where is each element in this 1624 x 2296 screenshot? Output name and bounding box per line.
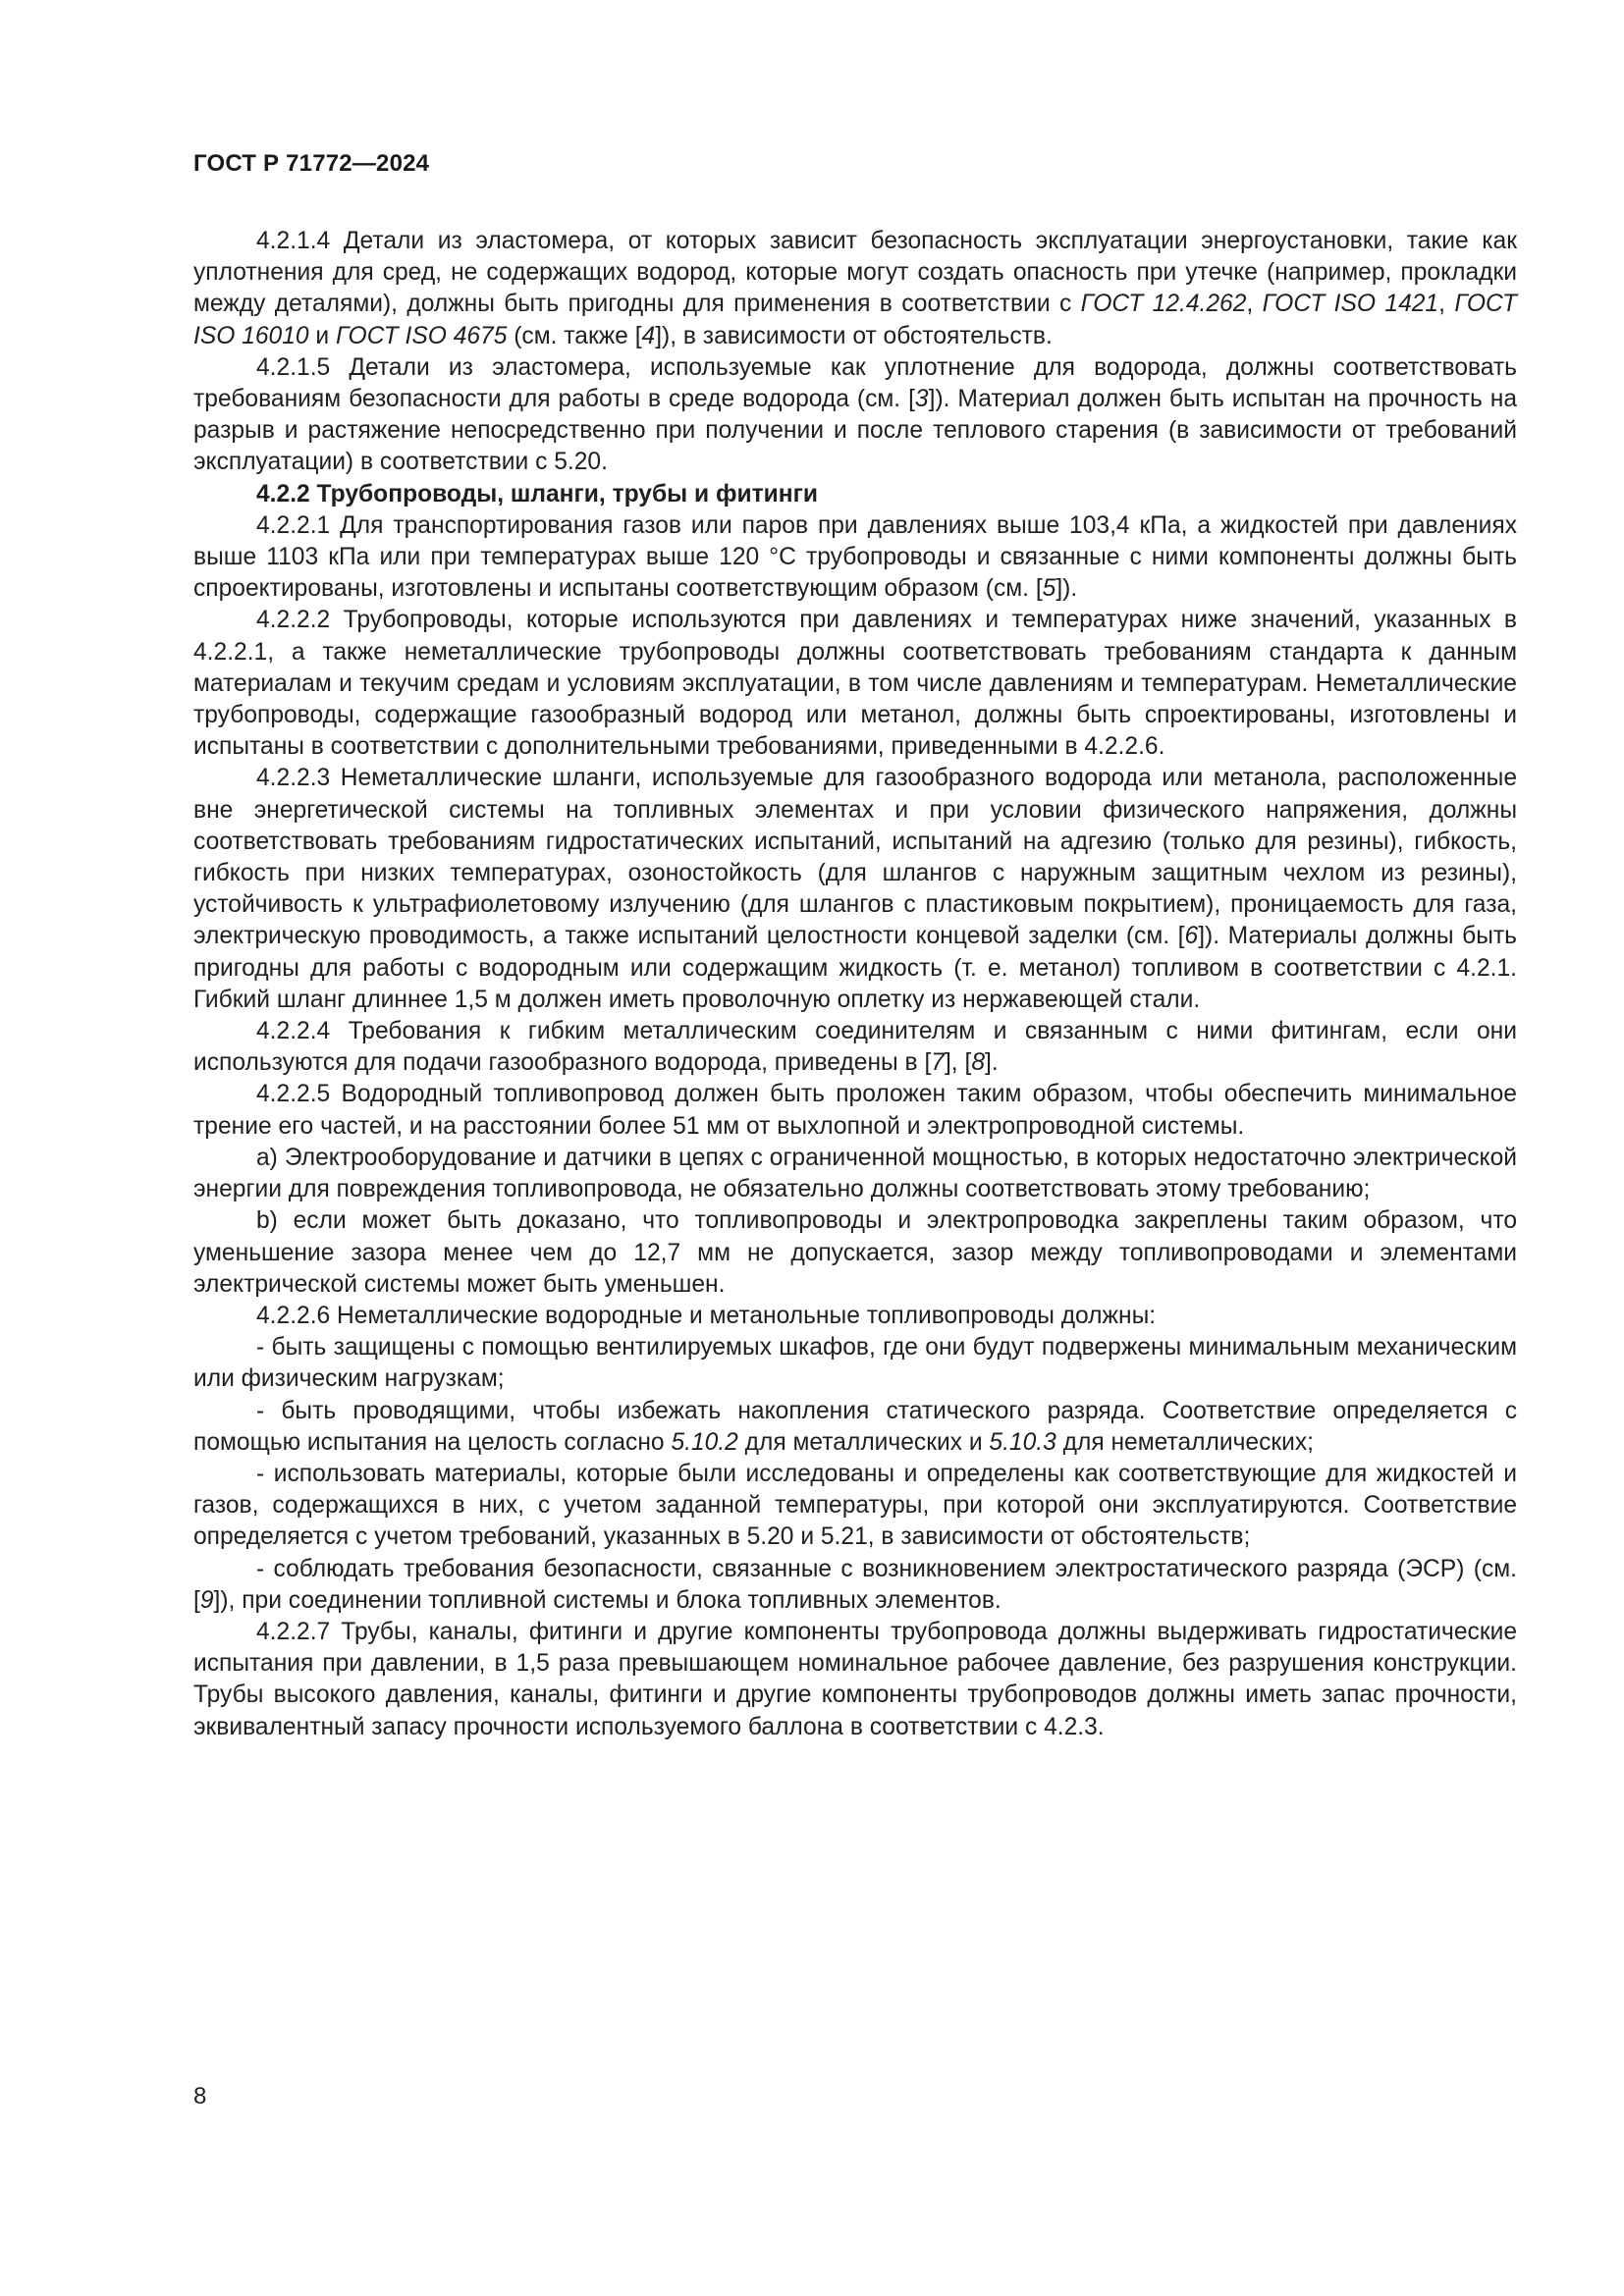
citation: 5 bbox=[1042, 575, 1056, 603]
dash-item: - соблюдать требования безопасности, связанные с возникновением электростатического разряда (ЭСР) (см. [9]), при соединении топливной системы и блока топливных элементов. bbox=[193, 1555, 1517, 1614]
paragraph-4-2-2-3: 4.2.2.3 Неметаллические шланги, используемые для газообразного водорода или метанола, расположенные вне энергетической системы на топливных элементах и при условии физического напряжения, должны соответствовать требованиям гидростатических испытаний, испытаний на адгезию (только для резины), гибкость, гибкость при низких температурах, озоностойкость (для шлангов с наружным защитным чехлом из резины), устойчивость к ультрафиолетовому излучению (для шлангов с пластиковым покрытием), проницаемость для газа, электрическую проводимость, а также испытаний целостности концевой заделки (см. [6]). Материалы должны быть пригодны для работы с водородным или содержащим жидкость (т. е. метанол) топливом в соответствии с 4.2.1. Гибкий шланг длиннее 1,5 м должен иметь проволочную оплетку из нержавеющей стали. bbox=[193, 765, 1517, 1013]
dash-item: - использовать материалы, которые были исследованы и определены как соответствующие для жидкостей и газов, содержащихся в них, с учетом заданной температуры, при которой они эксплуатируются. Соответствие определяется с учетом требований, указанных в 5.20 и 5.21, в зависимости от обстоятельств; bbox=[193, 1460, 1517, 1551]
paragraph-4-2-2-2: 4.2.2.2 Трубопроводы, которые используются при давлениях и температурах ниже значений, указанных в 4.2.2.1, а также неметаллические трубопроводы должны соответствовать требованиям стандарта к данным материалам и текучим средам и условиям эксплуатации, в том числе давлениям и температурам. Неметаллические трубопроводы, содержащие газообразный водород или метанол, должны быть спроектированы, изготовлены и испытаны в соответствии с дополнительными требованиями, приведенными в 4.2.2.6. bbox=[193, 607, 1517, 761]
list-item-a: а) Электрооборудование и датчики в цепях с ограниченной мощностью, в которых недостаточно электрической энергии для повреждения топливопровода, не обязательно должны соответствовать этому требованию; bbox=[193, 1144, 1517, 1203]
paragraph-4-2-2-1: 4.2.2.1 Для транспортирования газов или паров при давлениях выше 103,4 кПа, а жидкостей при давлениях выше 1103 кПа или при температурах выше 120 °С трубопроводы и связанные с ними компоненты должны быть спроектированы, изготовлены и испытаны соответствующим образом (см. [5]). bbox=[193, 511, 1517, 603]
standard-ref: ГОСТ 12.4.262 bbox=[1080, 291, 1247, 318]
clause-ref: 5.10.2 bbox=[671, 1428, 738, 1456]
citation: 9 bbox=[199, 1586, 214, 1614]
paragraph-4-2-2-7: 4.2.2.7 Трубы, каналы, фитинги и другие компоненты трубопровода должны выдерживать гидростатические испытания при давлении, в 1,5 раза превышающем номинальное рабочее давление, без разрушения конструкции. Трубы высокого давления, каналы, фитинги и другие компоненты трубопроводов должны иметь запас прочности, эквивалентный запасу прочности используемого баллона в соответствии с 4.2.3. bbox=[193, 1618, 1517, 1740]
standard-ref: ГОСТ ISO 16010 bbox=[193, 291, 1517, 349]
document-header: ГОСТ Р 71772—2024 bbox=[193, 150, 430, 177]
paragraph-4-2-2-5: 4.2.2.5 Водородный топливопровод должен быть проложен таким образом, чтобы обеспечить минимальное трение его частей, и на расстоянии более 51 мм от выхлопной и электропроводной системы. bbox=[193, 1081, 1517, 1140]
section-heading-4-2-2: 4.2.2 Трубопроводы, шланги, трубы и фитинги bbox=[256, 480, 818, 507]
citation: 8 bbox=[971, 1049, 985, 1077]
dash-item: - быть защищены с помощью вентилируемых шкафов, где они будут подвержены минимальным механическим или физическим нагрузкам; bbox=[193, 1334, 1517, 1393]
document-body bbox=[193, 226, 1517, 1743]
citation: 6 bbox=[1184, 923, 1199, 950]
paragraph-4-2-2-4: 4.2.2.4 Требования к гибким металлическим соединителям и связанным с ними фитингам, если они используются для подачи газообразного водорода, приведены в [7], [8]. bbox=[193, 1018, 1517, 1077]
paragraph-4-2-1-5: 4.2.1.5 Детали из эластомера, используемые как уплотнение для водорода, должны соответствовать требованиям безопасности для работы в среде водорода (см. [3]). Материал должен быть испытан на прочность на разрыв и растяжение непосредственно при получении и после теплового старения (в зависимости от требований эксплуатации) в соответствии с 5.20. bbox=[193, 353, 1517, 476]
page-number: 8 bbox=[193, 2083, 207, 2109]
clause-ref: 5.10.3 bbox=[989, 1428, 1056, 1456]
dash-item: - быть проводящими, чтобы избежать накопления статического разряда. Соответствие определяется с помощью испытания на целость согласно 5.10.2 для металлических и 5.10.3 для неметаллических; bbox=[193, 1397, 1517, 1456]
standard-ref: ГОСТ ISO 1421 bbox=[1262, 291, 1439, 318]
citation: 4 bbox=[641, 322, 656, 349]
citation: 3 bbox=[914, 386, 929, 413]
standard-ref: ГОСТ ISO 4675 bbox=[336, 322, 508, 349]
paragraph-4-2-1-4: 4.2.1.4 Детали из эластомера, от которых зависит безопасность эксплуатации энергоустановки, такие как уплотнения для сред, не содержащих водород, которые могут создать опасность при утечке (например, прокладки между деталями), должны быть пригодны для применения в соответствии с ГОСТ 12.4.262, ГОСТ ISO 1421, ГОСТ ISO 16010 и ГОСТ ISO 4675 (см. также [4]), в зависимости от обстоятельств. bbox=[193, 228, 1517, 349]
citation: 7 bbox=[931, 1049, 945, 1077]
list-item-b: b) если может быть доказано, что топливопроводы и электропроводка закреплены таким образом, что уменьшение зазора менее чем до 12,7 мм не допускается, зазор между топливопроводами и элементами электрической системы может быть уменьшен. bbox=[193, 1207, 1517, 1298]
paragraph-4-2-2-6: 4.2.2.6 Неметаллические водородные и метанольные топливопроводы должны: bbox=[256, 1302, 1157, 1329]
